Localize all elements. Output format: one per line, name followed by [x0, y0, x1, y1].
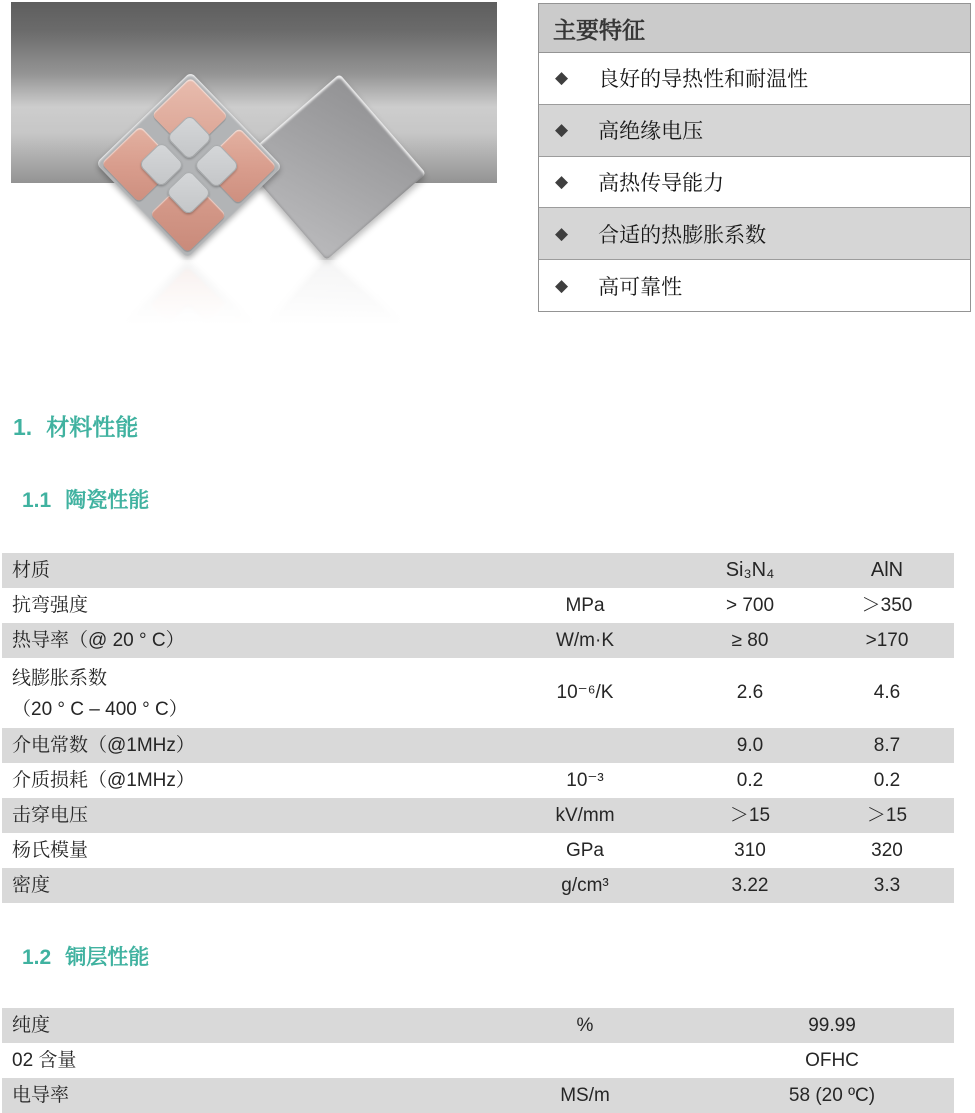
section-title: 陶瓷性能: [65, 489, 150, 512]
header-aln: AlN: [870, 559, 904, 581]
table-row: 热导率（@ 20 ° C） W/m·K ≥ 80 >170: [2, 623, 954, 658]
feature-label: 高绝缘电压: [598, 120, 704, 144]
header-material: 材质: [12, 560, 51, 581]
table-row: 纯度 % 99.99: [2, 1008, 954, 1043]
table-row: 抗弯强度 MPa > 700 ＞350: [2, 588, 954, 623]
feature-label: 高热传导能力: [598, 171, 725, 195]
feature-item: [539, 105, 970, 157]
row-label-line2: （20 ° C – 400 ° C）: [12, 699, 188, 720]
diamond-bullet-icon: ◆: [555, 223, 569, 243]
diamond-bullet-icon: ◆: [555, 120, 569, 140]
feature-label: 高可靠性: [598, 275, 683, 299]
ceramic-properties-table: [2, 553, 954, 903]
section-number: 1.1: [22, 489, 52, 512]
feature-label: 合适的热膨胀系数: [598, 223, 767, 247]
section-title: 材料性能: [46, 414, 139, 440]
feature-item: [539, 208, 970, 260]
table-row: 介质损耗（@1MHz） 10⁻³ 0.2 0.2: [2, 763, 954, 798]
copper-patterned-substrate: [96, 72, 283, 259]
section-heading-material-properties: [13, 409, 138, 442]
table-row: 02 含量 OFHC: [2, 1043, 954, 1078]
table-row: 击穿电压 kV/mm ＞15 ＞15: [2, 798, 954, 833]
diamond-bullet-icon: ◆: [555, 171, 569, 191]
table-row: 杨氏模量 GPa 310 320: [2, 833, 954, 868]
product-photo: [11, 2, 497, 332]
key-features-panel: [538, 3, 971, 312]
table-row: 线膨胀系数 （20 ° C – 400 ° C） 10⁻⁶/K 2.6 4.6: [2, 658, 954, 728]
section-heading-ceramic-properties: [22, 484, 149, 514]
table-row: 介电常数（@1MHz） 9.0 8.7: [2, 728, 954, 763]
substrate-boards: [11, 2, 497, 262]
section-number: 1.2: [22, 946, 52, 969]
feature-item: [539, 260, 970, 311]
section-title: 铜层性能: [65, 946, 150, 969]
reflection-fade: [11, 260, 497, 332]
table-row: 电导率 MS/m 58 (20 ºC): [2, 1078, 954, 1113]
feature-item: [539, 53, 970, 105]
copper-layer-table: [2, 1008, 954, 1113]
section-number: 1.: [13, 414, 33, 440]
header-si3n4: Si₃N₄: [725, 559, 775, 581]
diamond-bullet-icon: ◆: [555, 68, 569, 88]
header-unit: [490, 553, 680, 588]
features-title: 主要特征: [539, 4, 970, 53]
feature-label: 良好的导热性和耐温性: [598, 68, 809, 92]
feature-item: [539, 157, 970, 209]
row-label-line1: 线膨胀系数: [12, 668, 108, 689]
table-header-row: [2, 553, 954, 588]
table-row: 密度 g/cm³ 3.22 3.3: [2, 868, 954, 903]
diamond-bullet-icon: ◆: [555, 275, 569, 295]
section-heading-copper-layer-properties: [22, 941, 149, 971]
